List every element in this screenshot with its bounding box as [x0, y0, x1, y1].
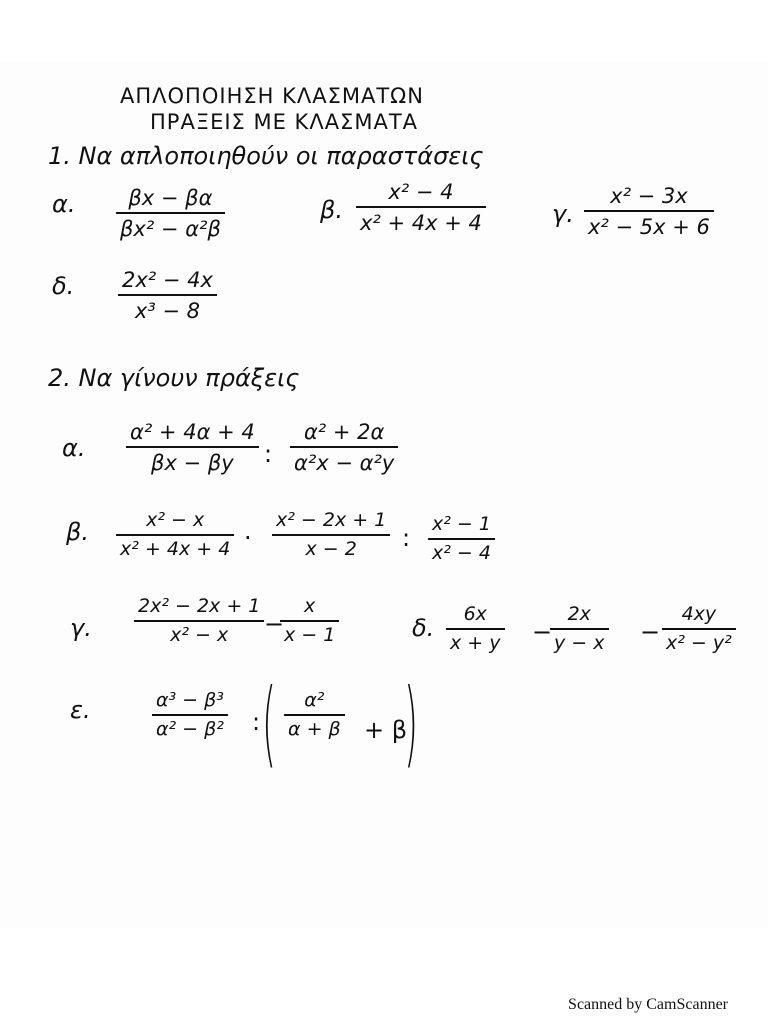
fraction-bar	[134, 620, 264, 622]
ex2-d-operator-2: −	[640, 618, 661, 646]
fraction-numerator: α³ − β³	[156, 689, 224, 711]
fraction-bar	[428, 538, 495, 540]
fraction-numerator: βx − βα	[128, 186, 213, 210]
fraction-numerator: x² − 1	[432, 513, 491, 535]
fraction-numerator: α² + 2α	[303, 420, 385, 444]
ex2-b-operator-1: ·	[244, 524, 252, 552]
fraction-bar	[116, 212, 225, 214]
fraction-bar	[290, 446, 398, 448]
fraction-denominator: βx − βy	[151, 451, 234, 476]
fraction-bar	[550, 628, 609, 630]
ex2-e-open-paren: (	[262, 672, 277, 779]
ex2-b-fraction-3	[428, 514, 495, 565]
fraction-denominator: x² − x	[170, 623, 229, 646]
fraction-denominator: x − 1	[284, 623, 336, 646]
ex1-item-b-fraction	[356, 180, 486, 235]
ex2-e-operator-1: :	[252, 708, 261, 736]
fraction-denominator: x² + 4x + 4	[360, 211, 482, 236]
fraction-denominator: x² − 5x + 6	[588, 215, 710, 240]
fraction-bar	[126, 446, 259, 448]
ex2-item-a-label: α.	[62, 434, 86, 462]
fraction-bar	[280, 620, 339, 622]
fraction-bar	[116, 534, 234, 536]
exercise-2-heading: 2. Να γίνουν πράξεις	[48, 364, 300, 392]
fraction-bar	[662, 628, 736, 630]
ex1-item-c-label: γ.	[552, 200, 574, 228]
fraction-bar	[152, 714, 228, 716]
ex2-e-close-paren: )	[404, 672, 419, 779]
fraction-numerator: x	[304, 595, 316, 617]
ex2-b-fraction-2	[272, 510, 390, 561]
ex2-item-d-label: δ.	[412, 614, 435, 642]
fraction-bar	[584, 210, 714, 212]
ex2-a-fraction-1	[126, 420, 259, 475]
fraction-bar	[356, 206, 486, 208]
fraction-bar	[446, 628, 505, 630]
fraction-denominator: α²x − α²y	[294, 451, 395, 476]
fraction-numerator: x² − 4	[388, 180, 454, 204]
ex2-e-fraction-2	[284, 690, 345, 741]
fraction-numerator: 4xy	[681, 603, 717, 625]
ex1-item-d-label: δ.	[52, 272, 75, 300]
fraction-bar	[272, 534, 390, 536]
fraction-denominator: x³ − 8	[134, 299, 201, 324]
ex2-item-b-label: β.	[66, 518, 89, 546]
ex1-item-a-fraction	[116, 186, 225, 241]
title-line-2: ΠΡΑΞΕΙΣ ΜΕ ΚΛΑΣΜΑΤΑ	[150, 110, 419, 134]
ex2-e-fraction-1	[152, 690, 228, 741]
ex2-d-fraction-2	[550, 604, 609, 655]
fraction-numerator: α²	[304, 689, 325, 711]
fraction-numerator: x² − 3x	[610, 184, 688, 208]
ex1-item-b-label: β.	[320, 196, 343, 224]
fraction-numerator: α² + 4α + 4	[130, 420, 255, 444]
ex2-d-fraction-1	[446, 604, 505, 655]
ex2-e-operator-2: + β	[364, 716, 408, 744]
ex1-item-a-label: α.	[52, 190, 76, 218]
fraction-denominator: y − x	[554, 631, 605, 654]
fraction-denominator: x − 2	[305, 537, 357, 560]
fraction-numerator: x² − 2x + 1	[276, 509, 387, 531]
fraction-denominator: α + β	[288, 717, 341, 740]
fraction-bar	[118, 294, 217, 296]
fraction-denominator: α² − β²	[156, 717, 224, 740]
fraction-denominator: x² − 4	[432, 541, 491, 564]
ex2-c-fraction-1	[134, 596, 264, 647]
fraction-denominator: x² + 4x + 4	[120, 537, 231, 560]
ex1-item-c-fraction	[584, 184, 714, 239]
ex2-c-fraction-2	[280, 596, 339, 647]
ex2-b-operator-2: :	[402, 524, 411, 552]
fraction-denominator: βx² − α²β	[120, 217, 221, 242]
ex2-d-fraction-3	[662, 604, 736, 655]
ex2-a-operator-1: :	[264, 440, 273, 468]
scanner-watermark: Scanned by CamScanner	[568, 996, 728, 1013]
ex2-item-c-label: γ.	[70, 614, 92, 642]
ex2-d-operator-1: −	[532, 618, 553, 646]
title-line-1: ΑΠΛΟΠΟΙΗΣΗ ΚΛΑΣΜΑΤΩΝ	[120, 84, 424, 108]
fraction-numerator: x² − x	[146, 509, 205, 531]
exercise-1-heading: 1. Να απλοποιηθούν οι παραστάσεις	[48, 142, 484, 170]
ex2-c-operator-1: −	[264, 610, 285, 638]
ex2-item-e-label: ε.	[70, 696, 91, 724]
fraction-bar	[284, 714, 345, 716]
fraction-denominator: x² − y²	[666, 631, 732, 654]
fraction-numerator: 2x² − 2x + 1	[138, 595, 261, 617]
ex2-b-fraction-1	[116, 510, 234, 561]
ex2-a-fraction-2	[290, 420, 398, 475]
fraction-numerator: 2x² − 4x	[122, 268, 213, 292]
fraction-denominator: x + y	[450, 631, 501, 654]
ex1-item-d-fraction	[118, 268, 217, 323]
fraction-numerator: 6x	[463, 603, 487, 625]
fraction-numerator: 2x	[567, 603, 591, 625]
